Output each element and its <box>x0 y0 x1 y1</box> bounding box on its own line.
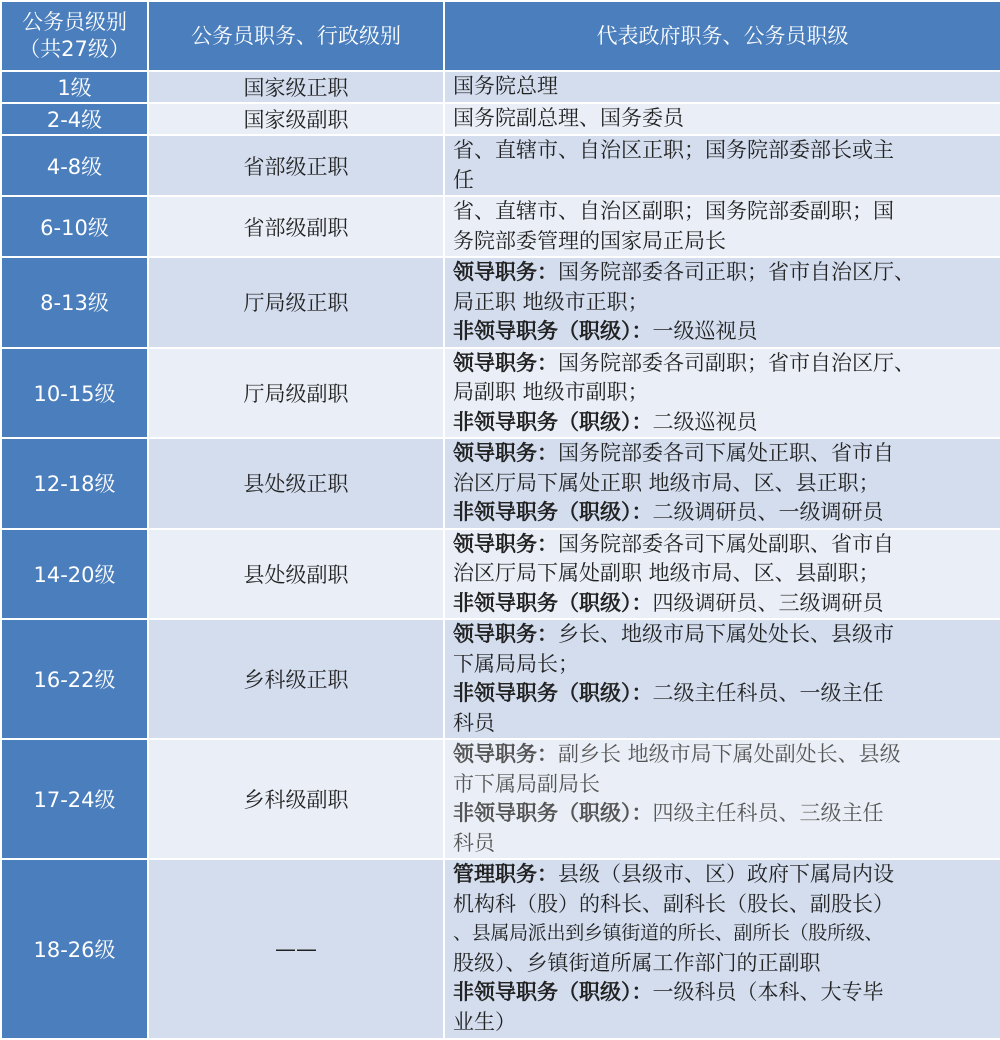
rank-cell: —— <box>148 859 444 1039</box>
level-cell: 2-4级 <box>1 103 148 135</box>
position-line: 领导职务：国务院部委各司正职；省市自治区厅、 <box>453 260 915 284</box>
position-line: 业生） <box>453 1009 516 1034</box>
header-row <box>1 1 1000 71</box>
level-cell: 12-18级 <box>1 438 148 529</box>
position-line: 非领导职务（职级）：二级调研员、一级调研员 <box>453 500 884 524</box>
level-cell: 17-24级 <box>1 739 148 859</box>
level-cell: 14-20级 <box>1 529 148 620</box>
positions-cell <box>444 196 1000 257</box>
positions-cell <box>444 438 1000 529</box>
position-line: 管理职务：县级（县级市、区）政府下属局内设 <box>453 862 894 886</box>
positions-cell <box>444 529 1000 620</box>
rank-cell: 省部级副职 <box>148 196 444 257</box>
table-row <box>1 257 1000 348</box>
rank-cell: 县处级副职 <box>148 529 444 620</box>
header-rank: 公务员职务、行政级别 <box>148 1 444 71</box>
position-line: 国务院副总理、国务委员 <box>453 106 684 130</box>
positions-cell <box>444 135 1000 196</box>
table-row <box>1 438 1000 529</box>
positions-cell <box>444 859 1000 1039</box>
position-line: 非领导职务（职级）：二级巡视员 <box>453 409 758 434</box>
positions-cell <box>444 257 1000 348</box>
position-line: 机构科（股）的科长、副科长（股长、副股长） <box>453 891 894 916</box>
rank-cell: 乡科级正职 <box>148 619 444 739</box>
header-level-line1: 公务员级别 <box>22 10 127 34</box>
level-cell: 6-10级 <box>1 196 148 257</box>
table-body <box>1 71 1000 1039</box>
position-line: 领导职务：国务院部委各司副职；省市自治区厅、 <box>453 350 915 375</box>
positions-cell <box>444 739 1000 859</box>
position-line: 、县属局派出到乡镇街道的所长、副所长（股所级、 <box>453 922 884 944</box>
position-line: 股级）、乡镇街道所属工作部门的正副职 <box>453 950 821 975</box>
rank-cell: 厅局级正职 <box>148 257 444 348</box>
level-cell: 1级 <box>1 71 148 103</box>
positions-cell <box>444 103 1000 135</box>
table-row <box>1 196 1000 257</box>
table-row <box>1 619 1000 739</box>
table-row <box>1 135 1000 196</box>
rank-cell: 省部级正职 <box>148 135 444 196</box>
position-line: 非领导职务（职级）：一级科员（本科、大专毕 <box>453 980 884 1004</box>
position-line: 领导职务：国务院部委各司下属处正职、省市自 <box>453 441 894 465</box>
position-line: 市下属局副局长 <box>453 771 600 796</box>
position-line: 国务院总理 <box>453 74 558 98</box>
header-level <box>1 1 148 71</box>
position-line: 治区厅局下属处副职 地级市局、区、县副职； <box>453 561 880 585</box>
level-cell: 8-13级 <box>1 257 148 348</box>
table-row <box>1 71 1000 103</box>
position-line: 非领导职务（职级）：一级巡视员 <box>453 319 758 343</box>
level-cell: 4-8级 <box>1 135 148 196</box>
position-line: 领导职务：乡长、地级市局下属处处长、县级市 <box>453 622 894 646</box>
position-line: 科员 <box>453 710 495 735</box>
position-line: 务院部委管理的国家局正局长 <box>453 228 726 253</box>
position-line: 非领导职务（职级）：四级主任科员、三级主任 <box>453 801 884 825</box>
positions-cell <box>444 348 1000 439</box>
position-line: 非领导职务（职级）：四级调研员、三级调研员 <box>453 590 884 615</box>
table-row <box>1 529 1000 620</box>
rank-cell: 国家级副职 <box>148 103 444 135</box>
position-line: 省、直辖市、自治区正职；国务院部委部长或主 <box>453 138 894 162</box>
position-line: 非领导职务（职级）：二级主任科员、一级主任 <box>453 681 884 705</box>
rank-cell: 厅局级副职 <box>148 348 444 439</box>
position-line: 任 <box>453 167 474 192</box>
table-row <box>1 739 1000 859</box>
table-row <box>1 103 1000 135</box>
positions-cell <box>444 619 1000 739</box>
level-cell: 10-15级 <box>1 348 148 439</box>
positions-cell <box>444 71 1000 103</box>
table-row <box>1 859 1000 1039</box>
position-line: 局副职 地级市副职； <box>453 380 649 404</box>
rank-cell: 国家级正职 <box>148 71 444 103</box>
position-line: 领导职务：国务院部委各司下属处副职、省市自 <box>453 531 894 556</box>
header-positions: 代表政府职务、公务员职级 <box>444 1 1000 71</box>
level-cell: 16-22级 <box>1 619 148 739</box>
position-line: 科员 <box>453 830 495 855</box>
position-line: 领导职务：副乡长 地级市局下属处副处长、县级 <box>453 742 901 766</box>
rank-cell: 县处级正职 <box>148 438 444 529</box>
position-line: 下属局局长； <box>453 651 579 676</box>
header-level-line2: （共27级） <box>19 37 130 61</box>
rank-cell: 乡科级副职 <box>148 739 444 859</box>
table-row <box>1 348 1000 439</box>
level-cell: 18-26级 <box>1 859 148 1039</box>
position-line: 局正职 地级市正职； <box>453 289 649 314</box>
position-line: 治区厅局下属处正职 地级市局、区、县正职； <box>453 470 880 495</box>
position-line: 省、直辖市、自治区副职；国务院部委副职；国 <box>453 199 894 223</box>
